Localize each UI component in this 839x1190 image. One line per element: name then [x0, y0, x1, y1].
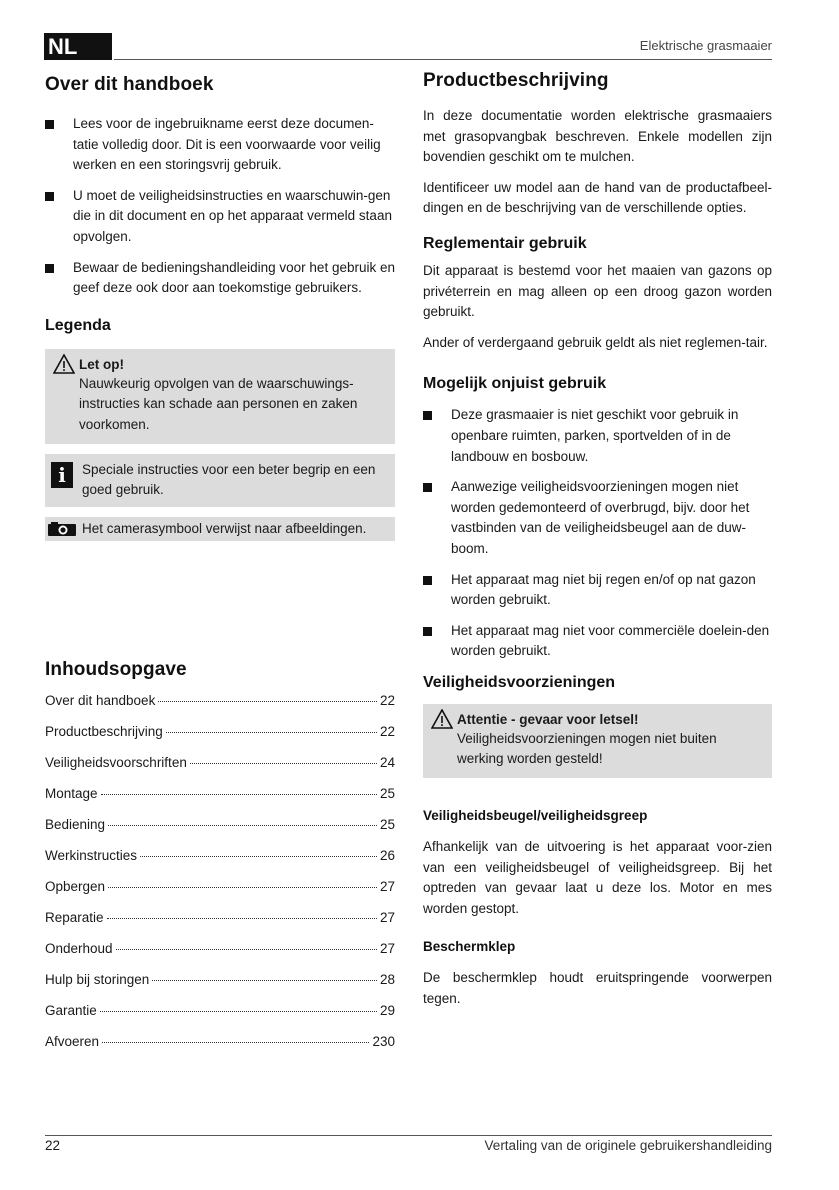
footer-divider	[45, 1135, 772, 1136]
bracket-text: Afhankelijk van de uitvoering is het apparaat voor-zien van een veiligheidsbeugel of veiligheidsgreep. Bij het optreden van gevaar laat u deze los. Motor en mes worden gestopt.	[423, 839, 772, 916]
toc-row[interactable]: Hulp bij storingen 28	[45, 972, 395, 988]
flap-heading: Beschermklep	[423, 939, 516, 955]
bullet-square-icon	[423, 576, 432, 585]
legend-heading: Legenda	[45, 316, 111, 334]
product-paragraph-2: Identificeer uw model aan de hand van de productafbeel-dingen en de beschrijving van de verschillende opties.	[423, 179, 772, 216]
bracket-heading: Veiligheidsbeugel/veiligheidsgreep	[423, 808, 648, 824]
page-number: 22	[45, 1138, 61, 1153]
toc-row[interactable]: Bediening 25	[45, 817, 395, 833]
toc-row[interactable]: Productbeschrijving 22	[45, 724, 395, 740]
caution-title: Let op!	[79, 356, 124, 372]
list-item: Lees voor de ingebruikname eerst deze documen-tatie volledig door. Dit is een voorwaarde voor veilig werken en een storingsvrij gebruik.	[45, 114, 395, 176]
toc-row[interactable]: Werkinstructies 26	[45, 848, 395, 864]
caution-text: Nauwkeurig opvolgen van de waarschuwings-instructies kan schade aan personen en zaken voorkomen.	[79, 375, 358, 432]
camera-icon	[47, 521, 77, 537]
regl-paragraph-2: Ander of verdergaand gebruik geldt als niet reglemen-tair.	[423, 334, 768, 350]
bullet-square-icon	[423, 627, 432, 636]
list-item: Het apparaat mag niet bij regen en/of op nat gazon worden gebruikt.	[423, 570, 772, 611]
camera-box	[45, 517, 395, 542]
flap-text: De beschermklep houdt eruitspringende voorwerpen tegen.	[423, 970, 772, 1007]
list-item: U moet de veiligheidsinstructies en waarschuwin-gen die in dit document en op het apparaat vermeld staan opvolgen.	[45, 186, 395, 248]
bullet-square-icon	[45, 192, 54, 201]
bullet-square-icon	[423, 483, 432, 492]
camera-text: Het camerasymbool verwijst naar afbeeldingen.	[82, 520, 367, 536]
attention-text: Veiligheidsvoorzieningen mogen niet buiten werking worden gesteld!	[457, 730, 717, 767]
toc-row[interactable]: Afvoeren 230	[45, 1034, 395, 1050]
bullet-square-icon	[423, 411, 432, 420]
info-icon: i	[51, 462, 73, 488]
bullet-square-icon	[45, 120, 54, 129]
toc-row[interactable]: Opbergen 27	[45, 879, 395, 895]
attention-title: Attentie - gevaar voor letsel!	[457, 711, 639, 727]
caution-box	[45, 349, 395, 444]
about-list	[45, 114, 395, 299]
safety-heading: Veiligheidsvoorzieningen	[423, 673, 616, 691]
attention-box	[423, 704, 772, 778]
toc-row[interactable]: Onderhoud 27	[45, 941, 395, 957]
list-item: Deze grasmaaier is niet geschikt voor gebruik in openbare ruimten, parken, sportvelden of in de landbouw en bosbouw.	[423, 405, 772, 467]
warning-triangle-icon	[431, 709, 453, 729]
toc-row[interactable]: Montage 25	[45, 786, 395, 802]
product-heading: Productbeschrijving	[423, 70, 609, 91]
misuse-list	[423, 405, 772, 662]
misuse-heading: Mogelijk onjuist gebruik	[423, 375, 607, 393]
list-item: Bewaar de bedieningshandleiding voor het gebruik en geef deze ook door aan toekomstige gebruikers.	[45, 258, 395, 299]
product-paragraph-1: In deze documentatie worden elektrische grasmaaiers met grasopvangbak beschreven. Enkele modellen zijn bovendien geschikt om te mulchen.	[423, 108, 772, 165]
toc-list	[45, 693, 395, 1065]
language-tag: NL	[44, 33, 112, 60]
toc-heading: Inhoudsopgave	[45, 659, 187, 681]
bullet-square-icon	[45, 264, 54, 273]
toc-row[interactable]: Veiligheidsvoorschriften 24	[45, 755, 395, 771]
about-heading: Over dit handboek	[45, 74, 214, 95]
list-item: Aanwezige veiligheidsvoorzieningen mogen niet worden gedemonteerd of overbrugd, bijv. door het vastbinden van de veiligheidsbeugel aan de duw-boom.	[423, 477, 772, 559]
warning-triangle-icon	[53, 354, 75, 374]
toc-row[interactable]: Over dit handboek 22	[45, 693, 395, 709]
toc-row[interactable]: Reparatie 27	[45, 910, 395, 926]
toc-row[interactable]: Garantie 29	[45, 1003, 395, 1019]
regl-paragraph-1: Dit apparaat is bestemd voor het maaien van gazons op privéterrein en mag alleen op een droog gazon worden gebruikt.	[423, 262, 772, 320]
info-box	[45, 454, 395, 507]
info-text: Speciale instructies voor een beter begrip en een goed gebruik.	[82, 461, 376, 498]
header-divider	[114, 59, 772, 60]
list-item: Het apparaat mag niet voor commerciële doelein-den worden gebruikt.	[423, 621, 772, 662]
right-column	[423, 70, 772, 1010]
left-column	[45, 74, 395, 1065]
regl-heading: Reglementair gebruik	[423, 234, 587, 252]
footer-text: Vertaling van de originele gebruikershandleiding	[484, 1138, 772, 1153]
header-title: Elektrische grasmaaier	[639, 38, 772, 53]
